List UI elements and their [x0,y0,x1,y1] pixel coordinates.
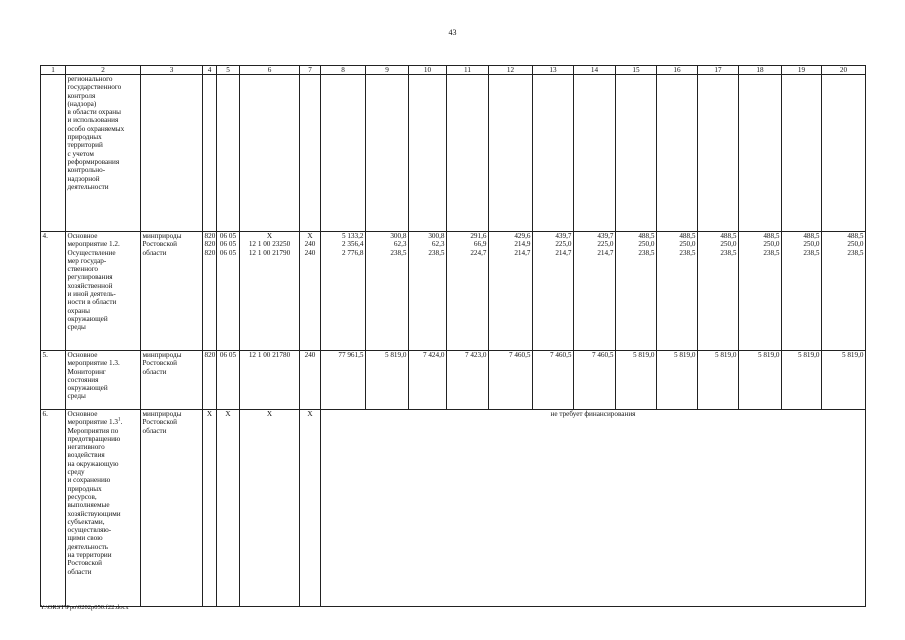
row-number-cell: 6. [41,410,66,607]
column-number: 13 [533,66,574,75]
amount-cell-line: 225,0 [555,240,572,249]
amount-cell-line: 214,7 [555,248,572,257]
rzpr-cell-line: 06 05 [219,248,237,257]
table-row-4 [41,232,866,351]
amount-cell-line: 238,5 [428,248,445,257]
grbs-cell-line: 820 [204,240,216,249]
measure-name-part: . Мероприятия по предотвращению негативного воздействия на окружающую среду и сохранению природных ресурсов, выполняемые хозяйствующими субъектами, осуществляю- щими свою деятельность на территории Ростовской области [67,418,123,576]
amount-cell-line: 488,5 [763,232,780,240]
amount-cell-line: 488,5 [847,232,864,240]
empty-cell [739,75,782,232]
column-number: 9 [366,66,409,75]
csr-cell [240,232,300,351]
amount-cell-line: 300,8 [428,232,445,240]
amount-cell [822,232,866,351]
column-number: 16 [657,66,698,75]
grbs-cell-line: 820 [204,232,216,240]
amount-cell: 77 961,5 [321,351,366,410]
column-number: 15 [616,66,657,75]
row-number-cell: 5. [41,351,66,410]
footnote-marker: 1 [117,417,121,423]
amount-cell: 7 423,0 [447,351,489,410]
amount-cell-line: 238,5 [390,248,407,257]
amount-cell-line: 439,7 [597,232,614,240]
measure-name-cell: регионального государственного контроля (надзора) в области охраны и использования особо охраняемых природных территорий с учетом реформирования контрольно- надзорной деятельности [66,75,141,232]
csr-cell-line: 12 1 00 21790 [248,248,291,257]
amount-cell-line: 250,0 [847,240,864,249]
amount-cell-line: 238,5 [847,248,864,257]
empty-cell [574,75,616,232]
amount-cell-line: 300,8 [390,232,407,240]
amount-cell [447,232,489,351]
empty-cell [822,75,866,232]
column-number: 17 [698,66,739,75]
vr-cell-line: 240 [304,248,316,257]
amount-cell-line: 250,0 [763,240,780,249]
empty-cell [300,75,321,232]
empty-cell [657,75,698,232]
vr-cell [300,232,321,351]
file-path-footer: Y:\ORST\Ppo\0202p050.f22.docx [40,604,129,611]
empty-cell [489,75,533,232]
amount-cell-line: 2 356,4 [341,240,364,249]
vr-cell: X [300,410,321,607]
amount-cell-line: 238,5 [679,248,696,257]
executor-cell: минприроды Ростовской области [141,351,203,410]
vr-cell-line: X [307,232,313,240]
page-number: 43 [448,28,457,37]
amount-cell-line: 2 776,8 [341,248,364,257]
amount-cell: 5 819,0 [782,351,822,410]
amount-cell-line: 66,9 [473,240,487,249]
grbs-cell: 820 [203,351,217,410]
table-row-6 [41,410,866,607]
empty-cell [217,75,240,232]
amount-cell: 5 819,0 [822,351,866,410]
rzpr-cell: X [217,410,240,607]
amount-cell [574,232,616,351]
executor-cell: минприроды Ростовской области [141,232,203,351]
empty-cell [321,75,366,232]
amount-cell-line: 238,5 [763,248,780,257]
executor-cell: минприроды Ростовской области [141,410,203,607]
rzpr-cell-line: 06 05 [219,240,237,249]
measure-name-cell: Основное мероприятие 1.3. Мониторинг состояния окружающей среды [66,351,141,410]
amount-cell [739,232,782,351]
empty-cell [616,75,657,232]
measure-name-cell: Основное мероприятие 1.2. Осуществление мер государ- ственного регулирования хозяйственной и иной деятель- ности в области охраны окружающей среды [66,232,141,351]
column-number: 1 [41,66,66,75]
column-number: 12 [489,66,533,75]
amount-cell-line: 250,0 [803,240,820,249]
amount-cell-line: 214,7 [514,248,531,257]
amount-cell [321,232,366,351]
amount-cell [489,232,533,351]
amount-cell [698,232,739,351]
amount-cell: 7 424,0 [409,351,447,410]
grbs-cell-line: 820 [204,248,216,257]
empty-cell [240,75,300,232]
column-number: 8 [321,66,366,75]
amount-cell-line: 488,5 [720,232,737,240]
csr-cell: X [240,410,300,607]
column-number: 19 [782,66,822,75]
grbs-cell: X [203,410,217,607]
amount-cell: 7 460,5 [533,351,574,410]
empty-cell [782,75,822,232]
amount-cell: 5 819,0 [616,351,657,410]
column-number: 7 [300,66,321,75]
amount-cell-line: 238,5 [638,248,655,257]
column-number: 3 [141,66,203,75]
column-number: 14 [574,66,616,75]
amount-cell-line: 214,7 [597,248,614,257]
amount-cell [533,232,574,351]
amount-cell-line: 238,5 [803,248,820,257]
column-number: 10 [409,66,447,75]
amount-cell-line: 439,7 [555,232,572,240]
no-funding-note: не требует финансирования [321,410,866,607]
column-number: 2 [66,66,141,75]
budget-table [40,65,866,607]
amount-cell-line: 5 133,2 [341,232,364,240]
amount-cell-line: 291,6 [470,232,487,240]
amount-cell [782,232,822,351]
empty-cell [533,75,574,232]
row-number-cell [41,75,66,232]
vr-cell-line: 240 [304,240,316,249]
column-number-row [41,66,866,75]
amount-cell: 5 819,0 [698,351,739,410]
csr-cell-line: 12 1 00 23250 [248,240,291,249]
grbs-cell [203,232,217,351]
column-number: 4 [203,66,217,75]
measure-name-cell [66,410,141,607]
csr-cell: 12 1 00 21780 [240,351,300,410]
empty-cell [698,75,739,232]
column-number: 6 [240,66,300,75]
empty-cell [447,75,489,232]
amount-cell-line: 429,6 [514,232,531,240]
rzpr-cell-line: 06 05 [219,232,237,240]
amount-cell [366,232,409,351]
column-number: 20 [822,66,866,75]
empty-cell [366,75,409,232]
amount-cell-line: 488,5 [803,232,820,240]
amount-cell: 5 819,0 [366,351,409,410]
amount-cell-line: 488,5 [679,232,696,240]
amount-cell-line: 250,0 [679,240,696,249]
table-row-continuation [41,75,866,232]
column-number: 5 [217,66,240,75]
amount-cell-line: 224,7 [470,248,487,257]
column-number: 18 [739,66,782,75]
amount-cell-line: 62,3 [431,240,445,249]
amount-cell: 5 819,0 [739,351,782,410]
amount-cell-line: 62,3 [393,240,407,249]
vr-cell: 240 [300,351,321,410]
amount-cell-line: 488,5 [638,232,655,240]
column-number: 11 [447,66,489,75]
amount-cell: 7 460,5 [489,351,533,410]
measure-name-part: Основное мероприятие 1.3 [67,410,118,427]
amount-cell [657,232,698,351]
empty-cell [409,75,447,232]
table-row-5 [41,351,866,410]
amount-cell-line: 250,0 [638,240,655,249]
empty-cell [203,75,217,232]
amount-cell [616,232,657,351]
row-number-cell: 4. [41,232,66,351]
amount-cell-line: 225,0 [597,240,614,249]
amount-cell: 5 819,0 [657,351,698,410]
csr-cell-line: X [266,232,273,240]
amount-cell-line: 214,9 [514,240,531,249]
rzpr-cell [217,232,240,351]
amount-cell-line: 238,5 [720,248,737,257]
amount-cell: 7 460,5 [574,351,616,410]
empty-cell [141,75,203,232]
amount-cell-line: 250,0 [720,240,737,249]
amount-cell [409,232,447,351]
rzpr-cell: 06 05 [217,351,240,410]
